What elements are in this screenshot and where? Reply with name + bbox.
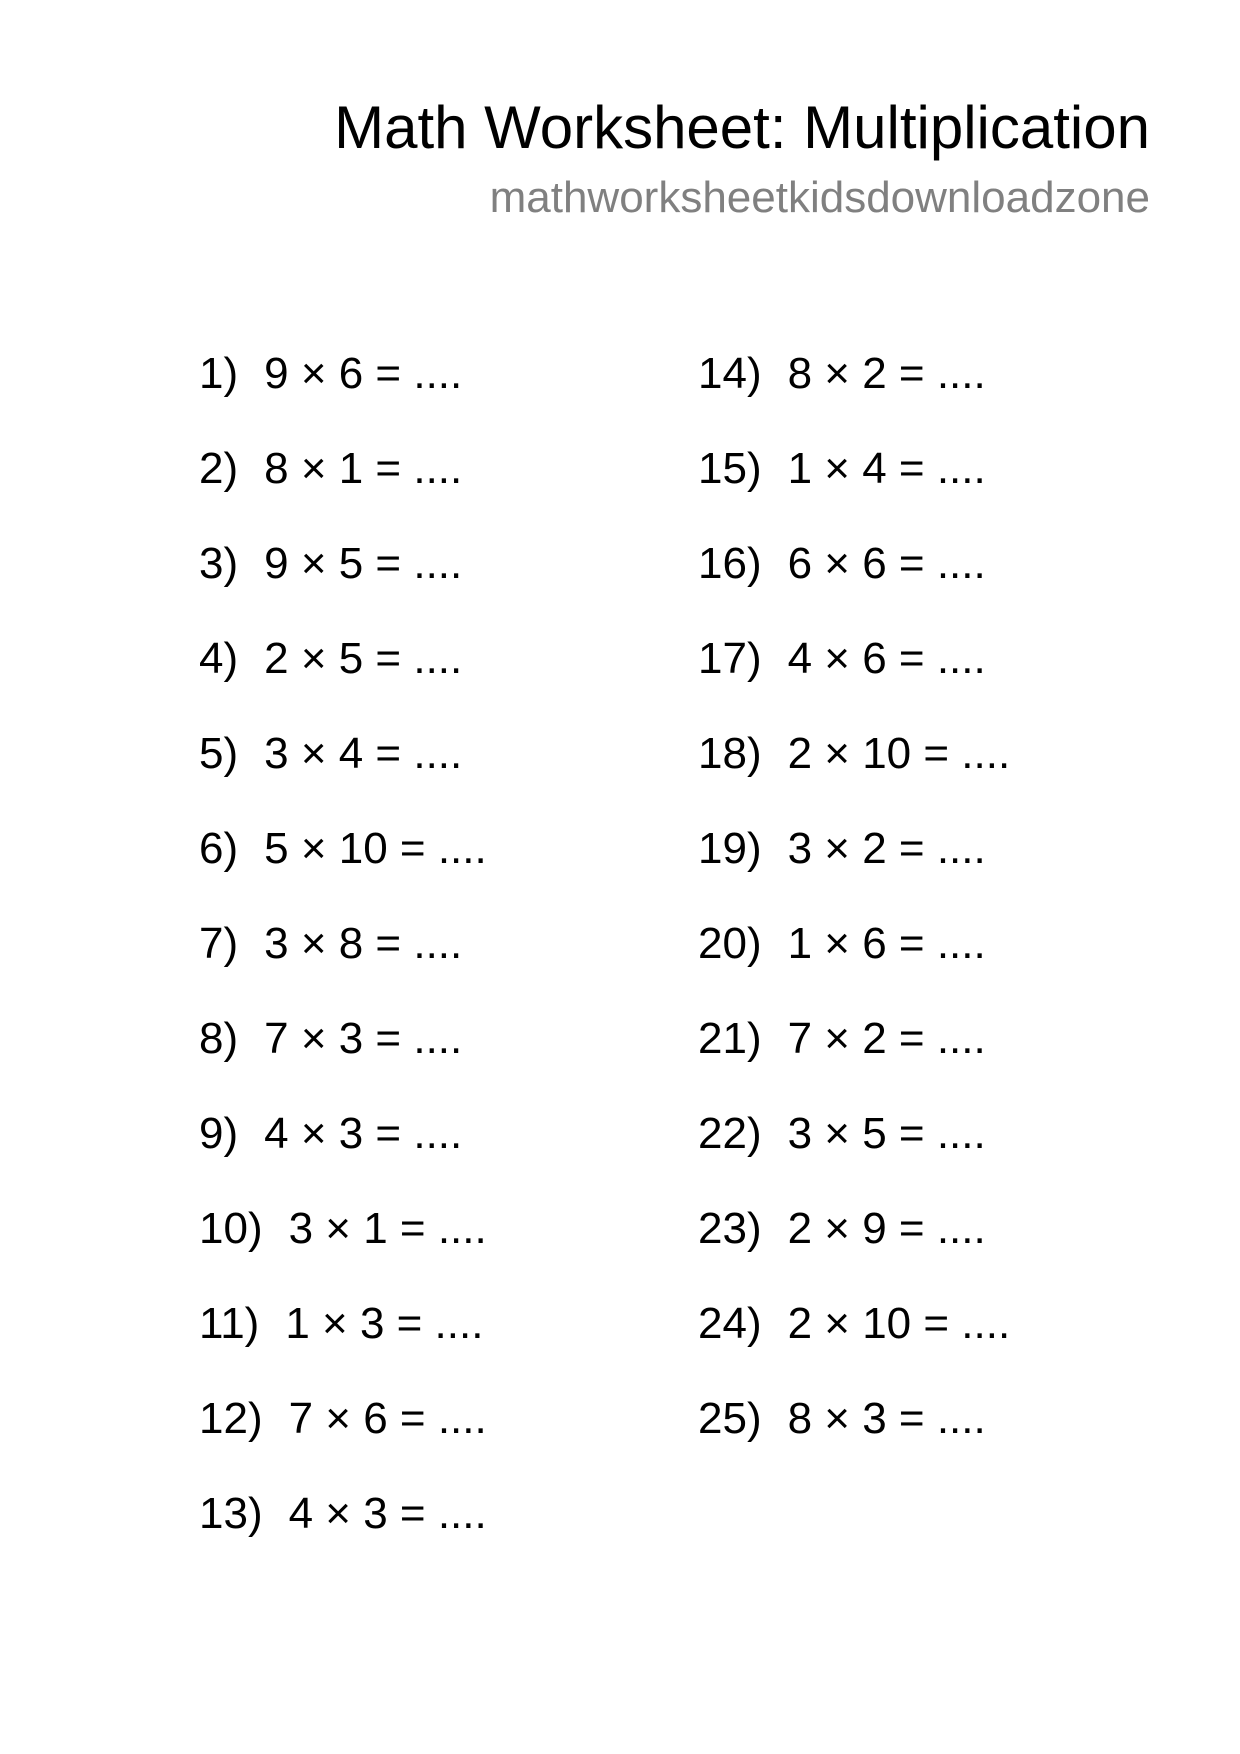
problem-expression: 4 × 6 = .... xyxy=(787,634,986,683)
problem-item xyxy=(199,728,487,823)
problem-expression: 3 × 1 = .... xyxy=(288,1204,487,1253)
problem-item xyxy=(698,1393,1010,1488)
problem-number: 5) xyxy=(199,729,239,778)
problem-number: 12) xyxy=(199,1394,263,1443)
problem-expression: 8 × 3 = .... xyxy=(787,1394,986,1443)
problem-number: 20) xyxy=(698,919,762,968)
problem-number: 16) xyxy=(698,539,762,588)
problem-item xyxy=(698,823,1010,918)
problem-expression: 7 × 3 = .... xyxy=(264,1014,463,1063)
problem-number: 9) xyxy=(199,1109,239,1158)
problem-expression: 9 × 5 = .... xyxy=(264,539,463,588)
problem-item xyxy=(199,633,487,728)
problem-expression: 9 × 6 = .... xyxy=(264,349,463,398)
problem-expression: 1 × 6 = .... xyxy=(787,919,986,968)
problem-expression: 3 × 4 = .... xyxy=(264,729,463,778)
problem-number: 3) xyxy=(199,539,239,588)
problem-expression: 8 × 2 = .... xyxy=(787,349,986,398)
problem-number: 6) xyxy=(199,824,239,873)
problem-expression: 1 × 4 = .... xyxy=(787,444,986,493)
problem-item xyxy=(199,823,487,918)
problem-expression: 7 × 6 = .... xyxy=(288,1394,487,1443)
worksheet-header xyxy=(334,92,1150,224)
problem-expression: 4 × 3 = .... xyxy=(264,1109,463,1158)
problem-number: 13) xyxy=(199,1489,263,1538)
problems-column-left xyxy=(199,348,487,1583)
problem-number: 25) xyxy=(698,1394,762,1443)
problem-expression: 2 × 5 = .... xyxy=(264,634,463,683)
problem-item xyxy=(199,1488,487,1583)
problem-item xyxy=(698,918,1010,1013)
problem-item xyxy=(698,1298,1010,1393)
problem-item xyxy=(698,1108,1010,1203)
problem-number: 19) xyxy=(698,824,762,873)
problem-number: 4) xyxy=(199,634,239,683)
problem-number: 24) xyxy=(698,1299,762,1348)
problem-item xyxy=(199,1108,487,1203)
problem-number: 17) xyxy=(698,634,762,683)
problem-expression: 2 × 9 = .... xyxy=(787,1204,986,1253)
problem-number: 14) xyxy=(698,349,762,398)
problem-item xyxy=(698,348,1010,443)
problem-item xyxy=(698,443,1010,538)
problem-number: 18) xyxy=(698,729,762,778)
problem-number: 21) xyxy=(698,1014,762,1063)
problem-item xyxy=(698,728,1010,823)
problem-expression: 6 × 6 = .... xyxy=(787,539,986,588)
problem-number: 11) xyxy=(199,1299,260,1348)
problem-expression: 8 × 1 = .... xyxy=(264,444,463,493)
problem-expression: 3 × 5 = .... xyxy=(787,1109,986,1158)
problem-item xyxy=(199,443,487,538)
problem-expression: 7 × 2 = .... xyxy=(787,1014,986,1063)
problems-column-right xyxy=(698,348,1010,1488)
problem-item xyxy=(199,1298,487,1393)
problem-number: 1) xyxy=(199,349,239,398)
problem-item xyxy=(698,1013,1010,1108)
problem-item xyxy=(199,1203,487,1298)
problem-expression: 5 × 10 = .... xyxy=(264,824,487,873)
problem-item xyxy=(199,918,487,1013)
page-title: Math Worksheet: Multiplication xyxy=(334,94,1150,161)
page-subtitle: mathworksheetkidsdownloadzone xyxy=(489,173,1150,222)
problem-item xyxy=(698,633,1010,728)
problem-number: 10) xyxy=(199,1204,263,1253)
problem-item xyxy=(698,538,1010,633)
problem-item xyxy=(199,1013,487,1108)
problem-number: 23) xyxy=(698,1204,762,1253)
problem-expression: 1 × 3 = .... xyxy=(285,1299,484,1348)
problem-expression: 4 × 3 = .... xyxy=(288,1489,487,1538)
problem-item xyxy=(698,1203,1010,1298)
problem-number: 15) xyxy=(698,444,762,493)
problem-item xyxy=(199,348,487,443)
problem-number: 22) xyxy=(698,1109,762,1158)
problem-number: 2) xyxy=(199,444,239,493)
problem-expression: 3 × 2 = .... xyxy=(787,824,986,873)
problem-number: 8) xyxy=(199,1014,239,1063)
problem-expression: 3 × 8 = .... xyxy=(264,919,463,968)
problem-number: 7) xyxy=(199,919,239,968)
problem-expression: 2 × 10 = .... xyxy=(787,729,1011,778)
problem-expression: 2 × 10 = .... xyxy=(787,1299,1011,1348)
problem-item xyxy=(199,1393,487,1488)
problem-item xyxy=(199,538,487,633)
